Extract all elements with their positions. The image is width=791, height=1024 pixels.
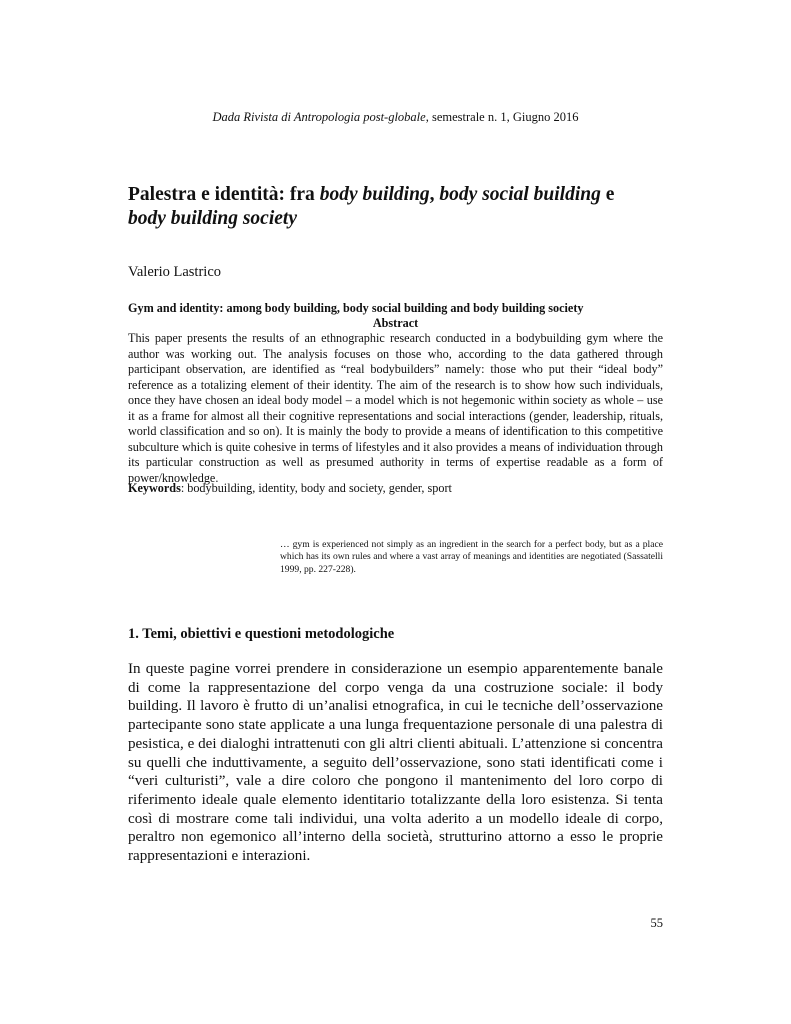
- keywords: [128, 481, 663, 496]
- journal-name: Dada Rivista di Antropologia post-globale: [212, 110, 426, 124]
- body-paragraph: In queste pagine vorrei prendere in considerazione un esempio apparentemente banale di come la rappresentazione del corpo venga da una costruzione sociale: il body building. Il lavoro è frutto di un’analisi etnografica, in cui le tecniche dell’osservazione partecipante sono state applicate a una lunga frequentazione personale di una palestra di pesistica, e dei dialoghi intrattenuti con gli altri clienti abituali. L’attenzione si concentra su quelli che induttivamente, a seguito dell’osservazione, sono stati identificati come i “veri culturisti”, vale a dire coloro che pongono il mantenimento del loro corpo di riferimento ideale quale elemento identitario totalizzante della loro esistenza. Si tenta così di mostrare come tali individui, una volta aderito a un modello ideale di corpo, peraltro non egemonico all’interno della società, strutturino attorno a esso le proprie rappresentazioni e interazioni.: [128, 661, 663, 865]
- abstract-text: This paper presents the results of an ethnographic research conducted in a bodybuilding gym where the author was working out. The analysis focuses on those who, according to the data gathered through participant observation, are identified as “real bodybuilders” namely: those who put their “ideal body” reference as a totalizing element of their identity. The aim of the research is to show how such individuals, once they have chosen an ideal body model – a model which is not hegemonic within society as whole – use it as a frame for almost all their cognitive representations and social interactions (gender, leadership, rituals, world classification and so on). It is mainly the body to provide a means of identification to this competitive subculture which is quite cohesive in terms of lifestyles and it also provides a means of individuation through its particular construction as well as presumed authority in terms of expertise readable as a form of power/knowledge.: [128, 331, 663, 485]
- keywords-text: : bodybuilding, identity, body and society, gender, sport: [180, 481, 452, 495]
- epigraph-quote: … gym is experienced not simply as an ingredient in the search for a perfect body, but as a place which has its own rules and where a vast array of meanings and identities are negotiated (Sassatelli 1999, pp. 227-228).: [280, 539, 663, 575]
- page-number: 55: [650, 916, 663, 930]
- title-italic: body social building: [439, 184, 601, 205]
- english-title: Gym and identity: among body building, body social building and body building society: [128, 301, 584, 315]
- section-heading: 1. Temi, obiettivi e questioni metodologiche: [128, 626, 395, 642]
- title-italic: body building society: [128, 208, 297, 229]
- abstract-heading: Abstract: [372, 316, 419, 330]
- running-head: [0, 110, 791, 125]
- title-text: Palestra e identità: fra: [128, 184, 320, 205]
- title-italic: body building: [319, 184, 430, 205]
- issue-info: , semestrale n. 1, Giugno 2016: [425, 110, 579, 124]
- title-text: e: [600, 184, 615, 205]
- article-title: [128, 183, 668, 231]
- title-text: ,: [429, 184, 440, 205]
- keywords-label: Keywords: [128, 481, 181, 495]
- author-name: Valerio Lastrico: [128, 264, 222, 280]
